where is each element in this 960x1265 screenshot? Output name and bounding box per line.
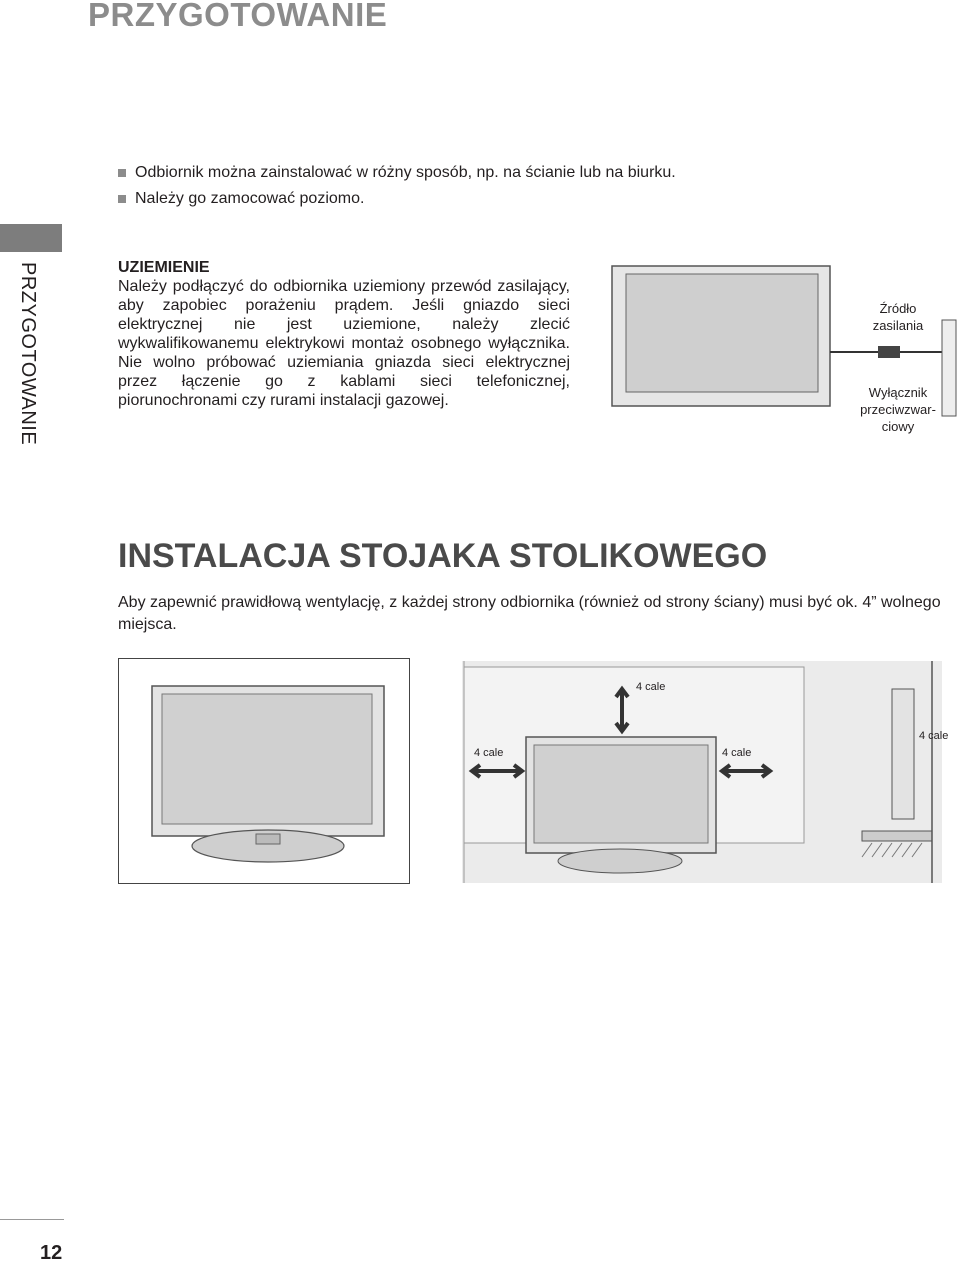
breaker-label [843, 384, 953, 435]
page-title: PRZYGOTOWANIE [88, 0, 388, 33]
label-line: Źródło [879, 301, 917, 316]
clearance-right-label: 4 cale [722, 747, 752, 759]
side-view-tv [892, 689, 914, 819]
grounding-body: Należy podłączyć do odbiornika uziemiony przewód zasilający, aby zapobiec porażeniu prądem. Jeśli gniazdo sieci elektrycznej nie jest uziemione, należy zlecić wykwalifikowanemu elektrykowi montaż osobnego wyłącznika. Nie wolno próbować uziemiania gniazda sieci elektrycznej przez łączenie go z kablami sieci telefonicznej, piorunochronami czy rurami instalacji gazowej. [118, 278, 570, 409]
label-line: ciowy [881, 419, 915, 434]
power-source-label [848, 300, 948, 334]
section-title: INSTALACJA STOJAKA STOLIKOWEGO [118, 537, 768, 575]
list-item [118, 186, 676, 212]
tv-screen [162, 694, 372, 824]
footer-divider [0, 1219, 64, 1220]
stand-intro: Aby zapewnić prawidłową wentylację, z każdej strony odbiornika (również od strony ściany) musi być ok. 4” wolnego miejsca. [118, 594, 941, 633]
side-tab-marker [0, 224, 62, 252]
tv-back-screen [626, 274, 818, 392]
grounding-section [118, 258, 570, 410]
side-label-text: PRZYGOTOWANIE [17, 262, 39, 446]
clearance-left-label: 4 cale [474, 747, 504, 759]
grounding-heading: UZIEMIENIE [118, 259, 210, 276]
label-line: Wyłącznik [868, 385, 928, 400]
label-line: przeciwzwar- [860, 402, 936, 417]
bullet-square-icon [118, 195, 126, 203]
label-line: zasilania [872, 318, 924, 333]
side-section-label [0, 256, 62, 456]
bullet-square-icon [118, 169, 126, 177]
list-item [118, 160, 676, 186]
bullet-text: Odbiornik można zainstalować w różny sposób, np. na ścianie lub na biurku. [135, 164, 676, 181]
clearance-back-label: 4 cale [919, 730, 949, 742]
bullet-text: Należy go zamocować poziomo. [135, 190, 365, 207]
clearance-illustration [462, 661, 944, 883]
clearance-top-label: 4 cale [636, 681, 666, 693]
tv-stand-illustration [118, 658, 410, 884]
bullet-list [118, 160, 676, 212]
wire-plug [878, 346, 900, 358]
page-number: 12 [40, 1242, 63, 1264]
